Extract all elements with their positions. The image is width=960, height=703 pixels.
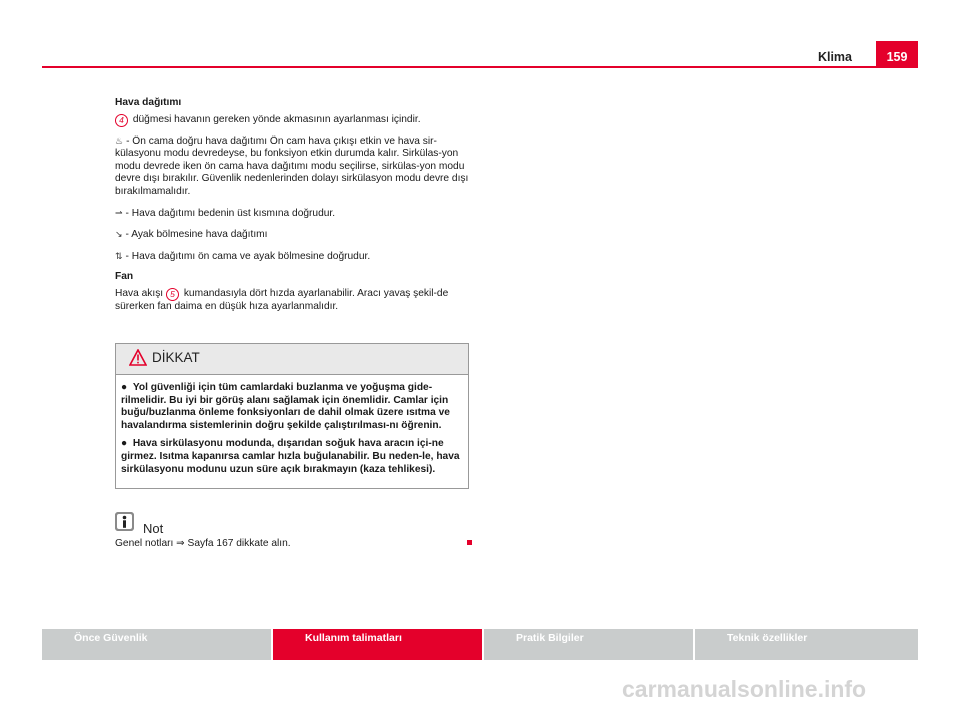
upper-body-paragraph xyxy=(115,207,470,221)
fan-text-after: kumandasıyla dört hızda ayarlanabilir. Aracı yavaş şekil-de sürerken fan daima en düşük hıza ayarlanmalıdır. xyxy=(115,287,449,312)
intro-text: düğmesi havanın gereken yönde akmasının ayarlanması içindir. xyxy=(132,113,421,125)
defrost-paragraph xyxy=(115,135,470,199)
warning-item: ● Hava sirkülasyonu modunda, dışarıdan soğuk hava aracın içi-ne girmez. Isıtma kapanırsa camlar hızla buğulanabilir. Bu neden-le, hava sirkülasyonu modunu uzun süre açık bırakmayın (kaza tehlikesi). xyxy=(121,438,460,475)
tab-pratik-bilgiler[interactable]: Pratik Bilgiler xyxy=(484,629,693,660)
fan-text-before: Hava akışı xyxy=(115,287,164,299)
note-text-content: Genel notları ⇒ Sayfa 167 dikkate alın. xyxy=(115,538,291,549)
warning-triangle-icon xyxy=(129,349,147,366)
fan-paragraph xyxy=(115,288,470,314)
footwell-airflow-icon: ↘ xyxy=(115,229,123,240)
fan-heading: Fan xyxy=(115,271,134,283)
warning-body xyxy=(116,375,468,488)
upper-body-airflow-icon: ⇀ xyxy=(115,207,123,218)
tab-kullanim-talimatlari[interactable]: Kullanım talimatları xyxy=(273,629,482,660)
main-column xyxy=(115,97,470,322)
air-distribution-heading: Hava dağıtımı xyxy=(115,97,182,108)
note-title: Not xyxy=(143,521,164,536)
watermark: carmanualsonline.info xyxy=(622,676,867,702)
warning-box xyxy=(115,343,469,489)
page-title: Klima xyxy=(817,50,852,64)
button-ref-4: 4 xyxy=(115,114,128,127)
windshield-footwell-airflow-icon: ⇅ xyxy=(115,250,123,261)
tab-once-guvenlik[interactable]: Önce Güvenlik xyxy=(42,629,271,660)
warning-title: DİKKAT xyxy=(152,350,200,365)
footwell-paragraph xyxy=(115,228,470,242)
warning-item-text: Yol güvenliği için tüm camlardaki buzlanma ve yoğuşma gide-rilmelidir. Bu iyi bir görüş alanı sağlamak için önemlidir. Camlar için buğu/buzlanma önleme fonksiyonları de dahil olmak üzere ısıtma ve havalandırma sistemlerinin doğru şekilde çalıştırılması-nı öğrenin. xyxy=(121,382,450,431)
footer-tabs xyxy=(42,629,918,660)
air-distribution-intro xyxy=(115,114,470,127)
defrost-text: - Ön cama doğru hava dağıtımı Ön cam hava çıkışı etkin ve hava sir-külasyonu modu devredeyse, bu fonksiyon etkin durumda kalır. Sirkülas-yon modu devrede iken ön cama hava dağıtımı modu seçilirse, sirkülas-yon modu devre dışı bırakılır. Güvenlik nedenlerinden dolayı sirkülasyon modu devre dışı bırakılmamalıdır. xyxy=(115,135,469,197)
windshield-defrost-icon: ♨ xyxy=(115,135,124,146)
windshield-foot-text: - Hava dağıtımı ön cama ve ayak bölmesine doğrudur. xyxy=(125,250,371,262)
warning-item-text: Hava sirkülasyonu modunda, dışarıdan soğuk hava aracın içi-ne girmez. Isıtma kapanırsa camlar hızla buğulanabilir. Bu neden-le, hava sirkülasyonu modunu uzun süre açık bırakmayın (kaza tehlikesi). xyxy=(121,438,460,475)
warning-item: ● Yol güvenliği için tüm camlardaki buzlanma ve yoğuşma gide-rilmelidir. Bu iyi bir görüş alanı sağlamak için önemlidir. Camlar için buğu/buzlanma önleme fonksiyonları de dahil olmak üzere ısıtma ve havalandırma sistemlerinin doğru şekilde çalıştırılması-nı öğrenin. xyxy=(121,382,450,431)
note-text xyxy=(115,538,475,549)
section-end-marker xyxy=(467,540,472,545)
foot-text: - Ayak bölmesine hava dağıtımı xyxy=(125,229,268,241)
page-number: 159 xyxy=(876,41,918,67)
button-ref-5: 5 xyxy=(166,288,179,301)
upper-text: - Hava dağıtımı bedenin üst kısmına doğrudur. xyxy=(125,207,336,219)
info-icon xyxy=(115,512,134,531)
header-rule xyxy=(42,66,918,68)
warning-header xyxy=(116,344,468,375)
windshield-footwell-paragraph xyxy=(115,250,470,264)
tab-teknik-ozellikler[interactable]: Teknik özellikler xyxy=(695,629,918,660)
